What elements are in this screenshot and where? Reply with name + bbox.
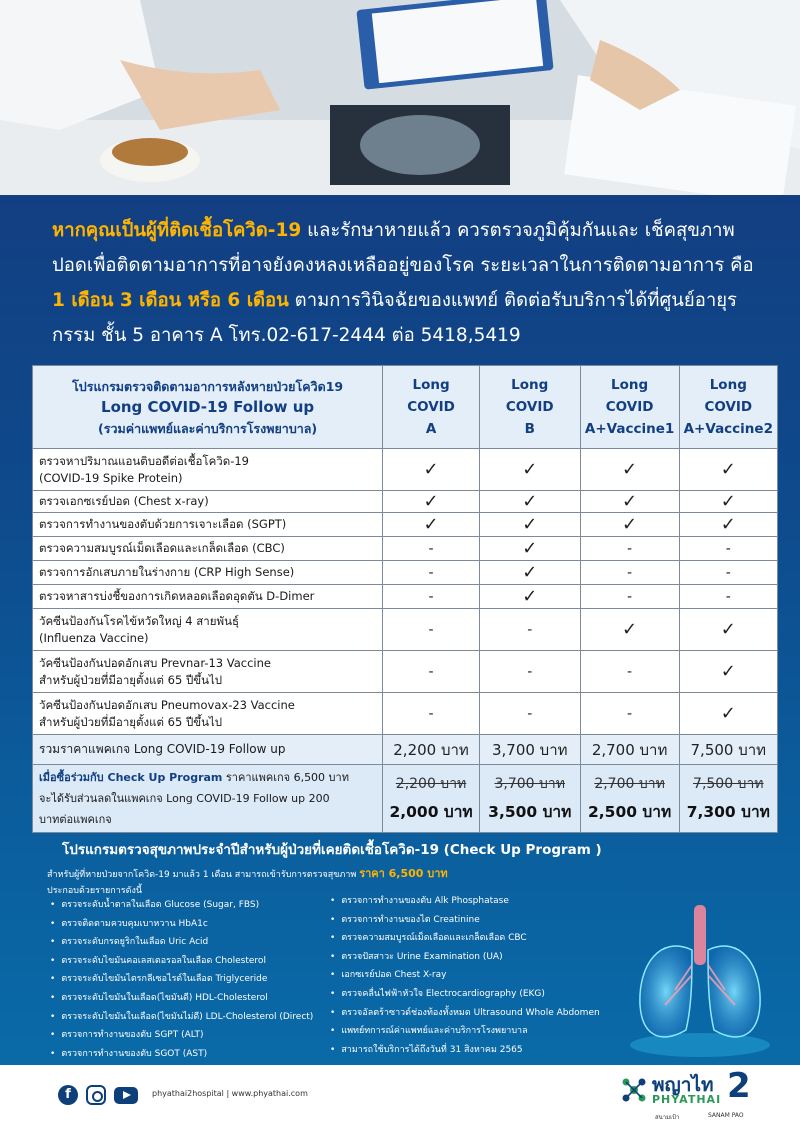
intro-paragraph xyxy=(52,213,757,353)
instagram-icon[interactable] xyxy=(86,1085,106,1105)
doctors-desk-illustration xyxy=(0,0,800,195)
checkup-list-right xyxy=(330,892,600,1059)
table-row: วัคซีนป้องกันปอดอักเสบ Prevnar-13 Vaccine สำหรับผู้ป่วยที่มีอายุตั้งแต่ 65 ปีขึ้นไป - - - ✓ xyxy=(33,651,778,693)
old-price: 7,500 บาท xyxy=(693,775,764,792)
list-item: • ตรวจการทำงานของไต Creatinine xyxy=(330,911,600,930)
list-item: • ตรวจการทำงานของตับ SGOT (AST) xyxy=(50,1045,313,1064)
promo-price: 7,300 บาท xyxy=(686,802,770,821)
total-price-row: รวมราคาแพคเกจ Long COVID-19 Follow up 2,200 บาท 3,700 บาท 2,700 บาท 7,500 บาท xyxy=(33,735,778,765)
old-price: 2,200 บาท xyxy=(395,775,467,792)
list-item: • ตรวจความสมบูรณ์เม็ดเลือดและเกล็ดเลือด CBC xyxy=(330,929,600,948)
list-item: • เอกซเรย์ปอด Chest X-ray xyxy=(330,966,600,985)
program-header: โปรแกรมตรวจติดตามอาการหลังหายป่วยโควิด19 Long COVID-19 Follow up (รวมค่าแพทย์และค่าบริการโรงพยาบาล) xyxy=(33,366,383,449)
promo-price: 2,000 บาท xyxy=(389,802,473,821)
table-row: วัคซีนป้องกันโรคไข้หวัดใหญ่ 4 สายพันธุ์ (Influenza Vaccine) - - ✓ ✓ xyxy=(33,609,778,651)
youtube-icon[interactable] xyxy=(114,1087,138,1104)
list-item: • ตรวจคลื่นไฟฟ้าหัวใจ Electrocardiography (EKG) xyxy=(330,985,600,1004)
list-item: • ตรวจระดับไขมันคอเลสเตอรอลในเลือด Cholesterol xyxy=(50,952,313,971)
phyathai-logo-icon xyxy=(618,1074,650,1106)
list-item: • ตรวจระดับไขมันไตรกลีเซอไรด์ในเลือด Triglyceride xyxy=(50,970,313,989)
checkup-subtitle: สำหรับผู้ที่หายป่วยจากโควิด-19 มาแล้ว 1 เดือน สามารถเข้ารับการตรวจสุขภาพ ราคา 6,500 บาท xyxy=(47,867,448,880)
list-item: • แพทย์ทการณ์ค่าแพทย์และค่าบริการโรงพยาบาล xyxy=(330,1022,600,1041)
brand-number: 2 xyxy=(727,1066,751,1106)
package-header-a-vaccine2: Long COVID A+Vaccine2 xyxy=(679,366,777,449)
old-price: 3,700 บาท xyxy=(494,775,565,792)
table-header-row xyxy=(33,366,778,449)
checkup-intro: ประกอบด้วยรายการดังนี้ xyxy=(47,886,143,896)
facebook-icon[interactable]: f xyxy=(58,1085,78,1105)
checkup-title: โปรแกรมตรวจสุขภาพประจำปีสำหรับผู้ป่วยที่เคยติดเชื้อโควิด-19 (Check Up Program ) xyxy=(62,842,602,858)
list-item: • ตรวจการทำงานของตับ Alk Phosphatase xyxy=(330,892,600,911)
promo-price: 2,500 บาท xyxy=(587,802,672,821)
checkup-list-left xyxy=(50,896,313,1063)
list-item: • ตรวจระดับไขมันในเลือด(ไขมันดี) HDL-Cholesterol xyxy=(50,989,313,1008)
footer-links[interactable]: phyathai2hospital | www.phyathai.com xyxy=(152,1089,308,1098)
branch-name-th: สนามเป้า xyxy=(655,1114,680,1121)
list-item: • ตรวจอัลตร้าซาวด์ช่องท้องทั้งหมด Ultrasound Whole Abdomen xyxy=(330,1004,600,1023)
promo-description: เมื่อซื้อร่วมกับ Check Up Program ราคาแพคเกจ 6,500 บาท จะได้รับส่วนลดในแพคเกจ Long COVID-19 Follow up 200 บาทต่อแพคเกจ xyxy=(33,765,383,833)
table-row: ตรวจหาปริมาณแอนติบอดีต่อเชื้อโควิด-19 (COVID-19 Spike Protein) ✓ ✓ ✓ ✓ xyxy=(33,449,778,491)
package-header-a: Long COVID A xyxy=(383,366,480,449)
table-row: ตรวจหาสารบ่งชี้ของการเกิดหลอดเลือดอุดตัน D-Dimer - ✓ - - xyxy=(33,585,778,609)
list-item: • ตรวจระดับไขมันในเลือด(ไขมันไม่ดี) LDL-Cholesterol (Direct) xyxy=(50,1008,313,1027)
intro-periods: 1 เดือน 3 เดือน หรือ 6 เดือน xyxy=(52,290,289,311)
brand-name-en: PHYATHAI xyxy=(652,1093,722,1106)
promo-price: 3,500 บาท xyxy=(488,802,572,821)
list-item: • ตรวจการทำงานของตับ SGPT (ALT) xyxy=(50,1026,313,1045)
table-row: ตรวจเอกซเรย์ปอด (Chest x-ray) ✓ ✓ ✓ ✓ xyxy=(33,491,778,513)
intro-lead: หากคุณเป็นผู้ที่ติดเชื้อโควิด-19 xyxy=(52,220,302,241)
list-item: • ตรวจปัสสาวะ Urine Examination (UA) xyxy=(330,948,600,967)
brand-name-th: พญาไท xyxy=(652,1074,714,1096)
table-row: ตรวจการอักเสบภายในร่างกาย (CRP High Sense) - ✓ - - xyxy=(33,561,778,585)
list-item: • ตรวจระดับน้ำตาลในเลือด Glucose (Sugar, FBS) xyxy=(50,896,313,915)
table-row: วัคซีนป้องกันปอดอักเสบ Pneumovax-23 Vaccine สำหรับผู้ป่วยที่มีอายุตั้งแต่ 65 ปีขึ้นไป - - - ✓ xyxy=(33,693,778,735)
package-header-b: Long COVID B xyxy=(479,366,580,449)
list-item: • สามารถใช้บริการได้ถึงวันที่ 31 สิงหาคม 2565 xyxy=(330,1041,600,1060)
table-row: ตรวจความสมบูรณ์เม็ดเลือดและเกล็ดเลือด (CBC) - ✓ - - xyxy=(33,537,778,561)
package-header-a-vaccine1: Long COVID A+Vaccine1 xyxy=(580,366,679,449)
checkup-price: ราคา 6,500 บาท xyxy=(359,867,448,880)
list-item: • ตรวจติดตามควบคุมเบาหวาน HbA1c xyxy=(50,915,313,934)
list-item: • ตรวจระดับกรดยูริกในเลือด Uric Acid xyxy=(50,933,313,952)
intro-text-2: ตามการวินิจฉัยของแพทย์ ติดต่อรับบริการได้ที่ศูนย์อายุรกรรม ชั้น 5 อาคาร A โทร.02-617-2444 ต่อ 5418,5419 xyxy=(52,290,737,346)
intro-text-1: และรักษาหายแล้ว ควรตรวจภูมิคุ้มกันและ เช็คสุขภาพปอดเพื่อติดตามอาการที่อาจยังคงหลงเหลืออยู่ของโรค ระยะเวลาในการติดตามอาการ คือ xyxy=(52,220,754,276)
old-price: 2,700 บาท xyxy=(594,775,665,792)
lungs-icon xyxy=(620,895,780,1065)
follow-up-table xyxy=(32,365,778,833)
hero-photo xyxy=(0,0,800,195)
table-row: ตรวจการทำงานของตับด้วยการเจาะเลือด (SGPT) ✓ ✓ ✓ ✓ xyxy=(33,513,778,537)
promo-row xyxy=(33,765,778,833)
branch-name-en: SANAM PAO xyxy=(708,1112,744,1119)
